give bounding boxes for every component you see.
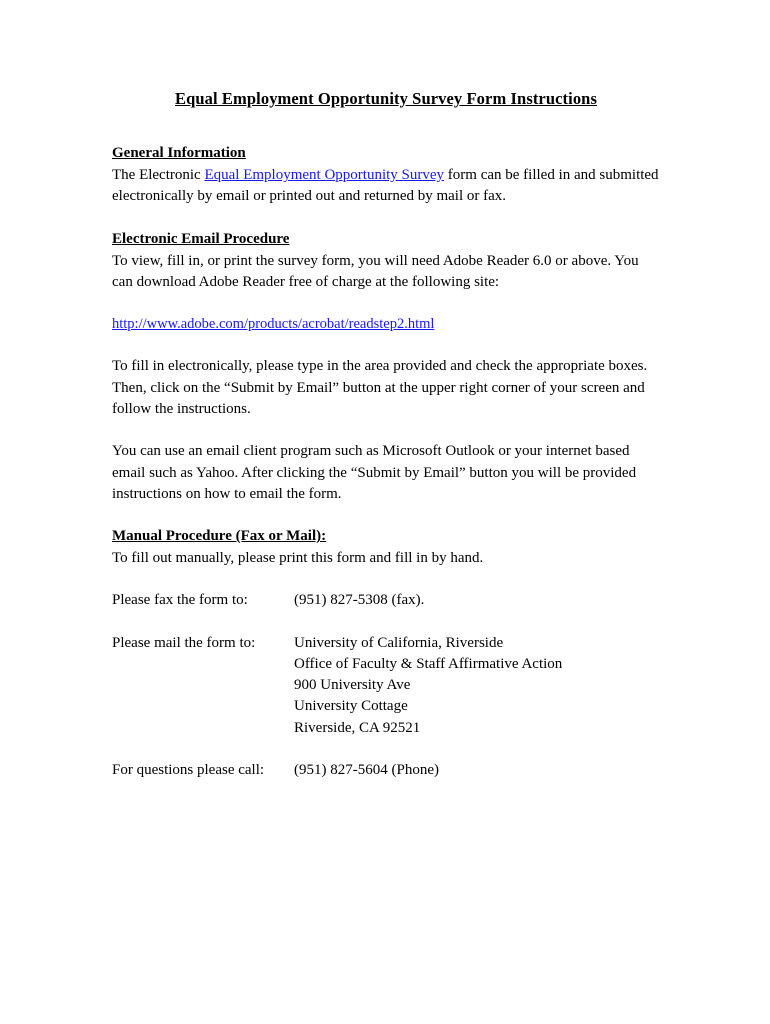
equal-employment-opportunity-survey-link[interactable]: Equal Employment Opportunity Survey <box>204 167 445 184</box>
questions-value: (951) 827-5604 (Phone) <box>294 762 439 779</box>
questions-row <box>112 760 660 781</box>
section-heading-general-information: General Information <box>112 145 246 162</box>
section-heading-electronic-email-procedure: Electronic Email Procedure <box>112 230 290 247</box>
page-title: Equal Employment Opportunity Survey Form Instructions <box>175 89 597 108</box>
address-line: Office of Faculty & Staff Affirmative Action <box>294 655 563 672</box>
electronic-procedure-paragraph-2: To fill in electronically, please type in the area provided and check the appropriate boxes. Then, click on the “Submit by Email” button at the upper right corner of your screen and follow the instructions. <box>112 358 648 418</box>
general-info-text-pre: The Electronic <box>112 167 205 184</box>
fax-label: Please fax the form to: <box>112 592 248 609</box>
address-line: University of California, Riverside <box>294 634 504 651</box>
general-info-text-post: form can be filled in and submitted electronically by email or printed out and returned by mail or fax. <box>112 167 659 205</box>
adobe-reader-url-paragraph <box>112 314 660 335</box>
mail-address-block <box>294 633 660 739</box>
fax-row <box>112 590 660 611</box>
general-information-paragraph <box>112 165 660 208</box>
address-line: Riverside, CA 92521 <box>294 719 421 736</box>
electronic-procedure-paragraph-1: To view, fill in, or print the survey form, you will need Adobe Reader 6.0 or above. You can download Adobe Reader free of charge at the following site: <box>112 252 639 290</box>
section-heading-manual-procedure: Manual Procedure (Fax or Mail): <box>112 528 327 545</box>
electronic-procedure-paragraph-3: You can use an email client program such as Microsoft Outlook or your internet based email such as Yahoo. After clicking the “Submit by Email” button you will be provided instructions on how to email the form. <box>112 443 637 502</box>
mail-label: Please mail the form to: <box>112 634 256 651</box>
questions-label: For questions please call: <box>112 762 265 779</box>
adobe-reader-download-link[interactable]: http://www.adobe.com/products/acrobat/readstep2.html <box>112 316 435 333</box>
document-content <box>112 88 660 781</box>
fax-value: (951) 827-5308 (fax). <box>294 592 425 609</box>
address-line: University Cottage <box>294 698 408 715</box>
manual-procedure-paragraph: To fill out manually, please print this form and fill in by hand. <box>112 549 484 566</box>
mail-row <box>112 633 660 739</box>
address-line: 900 University Ave <box>294 677 411 694</box>
